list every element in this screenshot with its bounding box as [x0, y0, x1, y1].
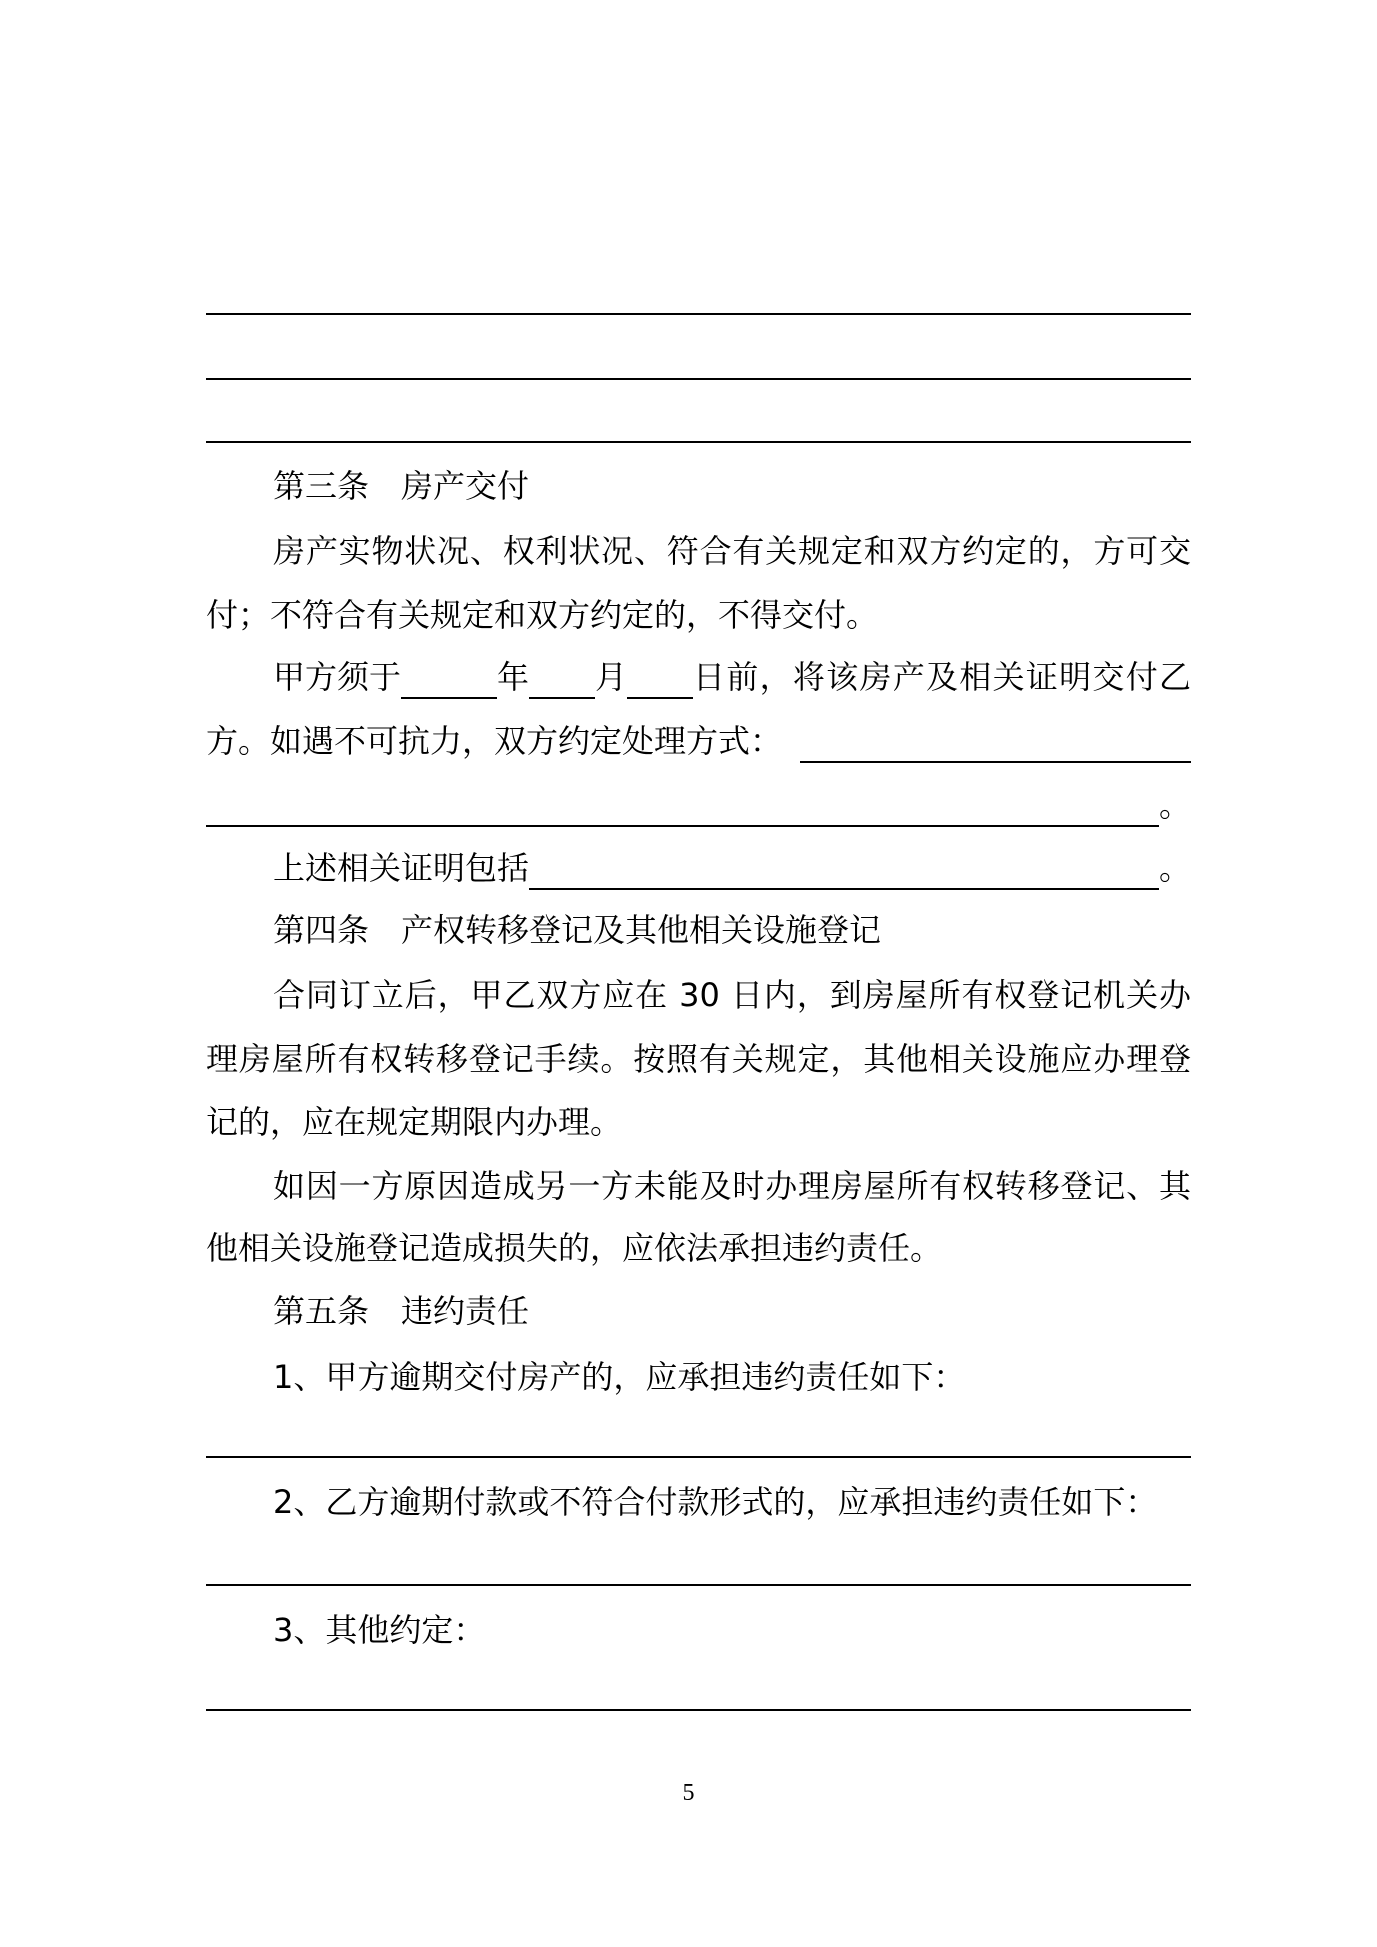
liability-item-2: 2、乙方逾期付款或不符合付款形式的，应承担违约责任如下：	[273, 1483, 1158, 1521]
text: 上述相关证明包括	[273, 849, 530, 887]
liability-item-3: 3、其他约定：	[273, 1611, 486, 1649]
item-3-blank[interactable]	[206, 1709, 1191, 1711]
period: 。	[1158, 849, 1191, 887]
continuation-line	[206, 783, 1191, 827]
text: 方。如遇不可抗力，双方约定处理方式：	[206, 722, 783, 760]
paragraph-line: 合同订立后，甲乙双方应在 30 日内，到房屋所有权登记机关办	[273, 976, 1191, 1014]
paragraph-line: 如因一方原因造成另一方未能及时办理房屋所有权转移登记、其	[273, 1167, 1191, 1205]
period: 。	[1158, 786, 1191, 824]
blank-line	[206, 313, 1191, 315]
month-blank[interactable]	[529, 663, 595, 699]
paragraph-line: 付；不符合有关规定和双方约定的，不得交付。	[206, 596, 879, 634]
paragraph-line: 理房屋所有权转移登记手续。按照有关规定，其他相关设施应办理登	[206, 1040, 1191, 1078]
day-blank[interactable]	[627, 663, 693, 699]
handling-method-blank[interactable]	[800, 727, 1191, 763]
documents-line	[206, 846, 1191, 890]
text: 月	[595, 658, 628, 696]
documents-blank[interactable]	[529, 854, 1159, 890]
force-majeure-line	[206, 719, 1191, 763]
paragraph-line: 他相关设施登记造成损失的，应依法承担违约责任。	[206, 1229, 943, 1267]
item-2-blank[interactable]	[206, 1584, 1191, 1586]
text: 日前，将该房产及相关证明交付乙	[693, 658, 1191, 696]
blank-line	[206, 378, 1191, 380]
article-3-title: 第三条 房产交付	[273, 467, 530, 505]
delivery-date-line	[206, 655, 1191, 699]
blank-line	[206, 441, 1191, 443]
text: 甲方须于	[273, 658, 402, 696]
year-blank[interactable]	[401, 663, 497, 699]
liability-item-1: 1、甲方逾期交付房产的，应承担违约责任如下：	[273, 1358, 966, 1396]
article-5-title: 第五条 违约责任	[273, 1292, 530, 1330]
paragraph-line: 房产实物状况、权利状况、符合有关规定和双方约定的，方可交	[273, 532, 1191, 570]
text: 年	[497, 658, 530, 696]
article-4-title: 第四条 产权转移登记及其他相关设施登记	[273, 911, 882, 949]
item-1-blank[interactable]	[206, 1456, 1191, 1458]
paragraph-line: 记的，应在规定期限内办理。	[206, 1103, 623, 1141]
page-number: 5	[682, 1780, 695, 1806]
handling-method-blank-2[interactable]	[206, 791, 1159, 827]
